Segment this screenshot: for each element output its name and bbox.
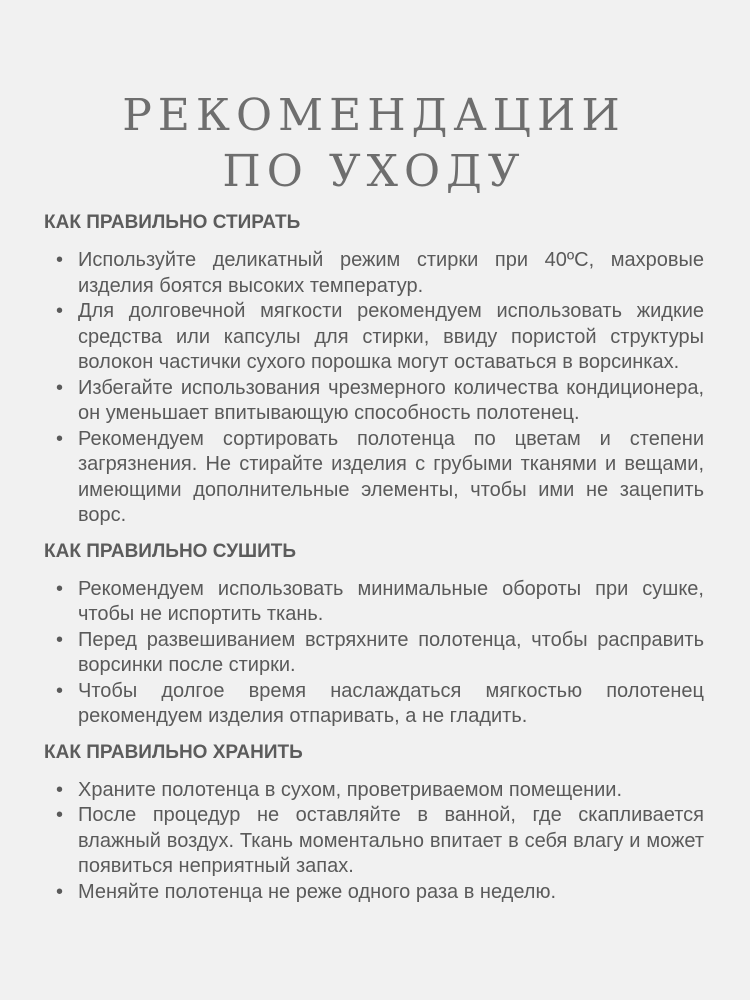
section-heading-storing: КАК ПРАВИЛЬНО ХРАНИТЬ (44, 741, 303, 763)
section-heading-drying: КАК ПРАВИЛЬНО СУШИТЬ (44, 540, 297, 562)
list-item (44, 248, 704, 299)
list-item (44, 376, 704, 427)
bullet-icon: • (56, 376, 64, 399)
washing-list (44, 248, 704, 529)
list-item-text: Для долговечной мягкости рекомендуем использовать жидкие средства или капсулы для стирки, ввиду пористой структуры волокон частички сухого порошка могут оставаться в ворсинках. (78, 300, 704, 373)
bullet-icon: • (56, 577, 64, 600)
bullet-icon: • (56, 679, 64, 702)
bullet-icon: • (56, 249, 64, 271)
list-item-text: Рекомендуем использовать минимальные обороты при сушке, чтобы не испортить ткань. (78, 577, 704, 625)
list-item (44, 427, 704, 529)
list-item (44, 880, 704, 906)
bullet-icon: • (56, 880, 64, 903)
title-line-2: ПО УХОДУ (222, 146, 526, 197)
list-item (44, 679, 704, 730)
list-item-text: Чтобы долгое время наслаждаться мягкостью полотенец рекомендуем изделия отпаривать, а не гладить. (78, 679, 704, 727)
list-item-text: Меняйте полотенца не реже одного раза в неделю. (78, 880, 556, 903)
list-item (44, 628, 704, 679)
section-heading-washing: КАК ПРАВИЛЬНО СТИРАТЬ (44, 212, 301, 233)
bullet-icon: • (56, 628, 64, 651)
bullet-icon: • (56, 778, 64, 801)
list-item (44, 778, 704, 804)
storing-list (44, 778, 704, 906)
section-storing (44, 740, 704, 906)
list-item (44, 299, 704, 376)
title-line-1: РЕКОМЕНДАЦИИ (122, 90, 626, 141)
list-item-text: Храните полотенца в сухом, проветриваемом помещении. (78, 778, 623, 801)
bullet-icon: • (56, 427, 64, 450)
section-drying (44, 539, 704, 730)
bullet-icon: • (56, 300, 64, 322)
list-item-text: Используйте деликатный режим стирки при 40ºС, махровые изделия боятся высоких температур. (78, 249, 704, 297)
list-item (44, 577, 704, 628)
drying-list (44, 577, 704, 730)
list-item-text: Рекомендуем сортировать полотенца по цветам и степени загрязнения. Не стирайте изделия с грубыми тканями и вещами, имеющими дополнительные элементы, чтобы ими не зацепить ворс. (78, 427, 704, 526)
section-washing (44, 210, 704, 529)
list-item-text: После процедур не оставляйте в ванной, где скапливается влажный воздух. Ткань моментально впитает в себя влагу и может появиться неприятный запах. (78, 804, 704, 877)
page-title (44, 88, 704, 200)
bullet-icon: • (56, 804, 64, 826)
list-item-text: Перед развешиванием встряхните полотенца, чтобы расправить ворсинки после стирки. (78, 628, 704, 676)
list-item (44, 803, 704, 880)
list-item-text: Избегайте использования чрезмерного количества кондиционера, он уменьшает впитывающую способность полотенец. (78, 376, 704, 424)
